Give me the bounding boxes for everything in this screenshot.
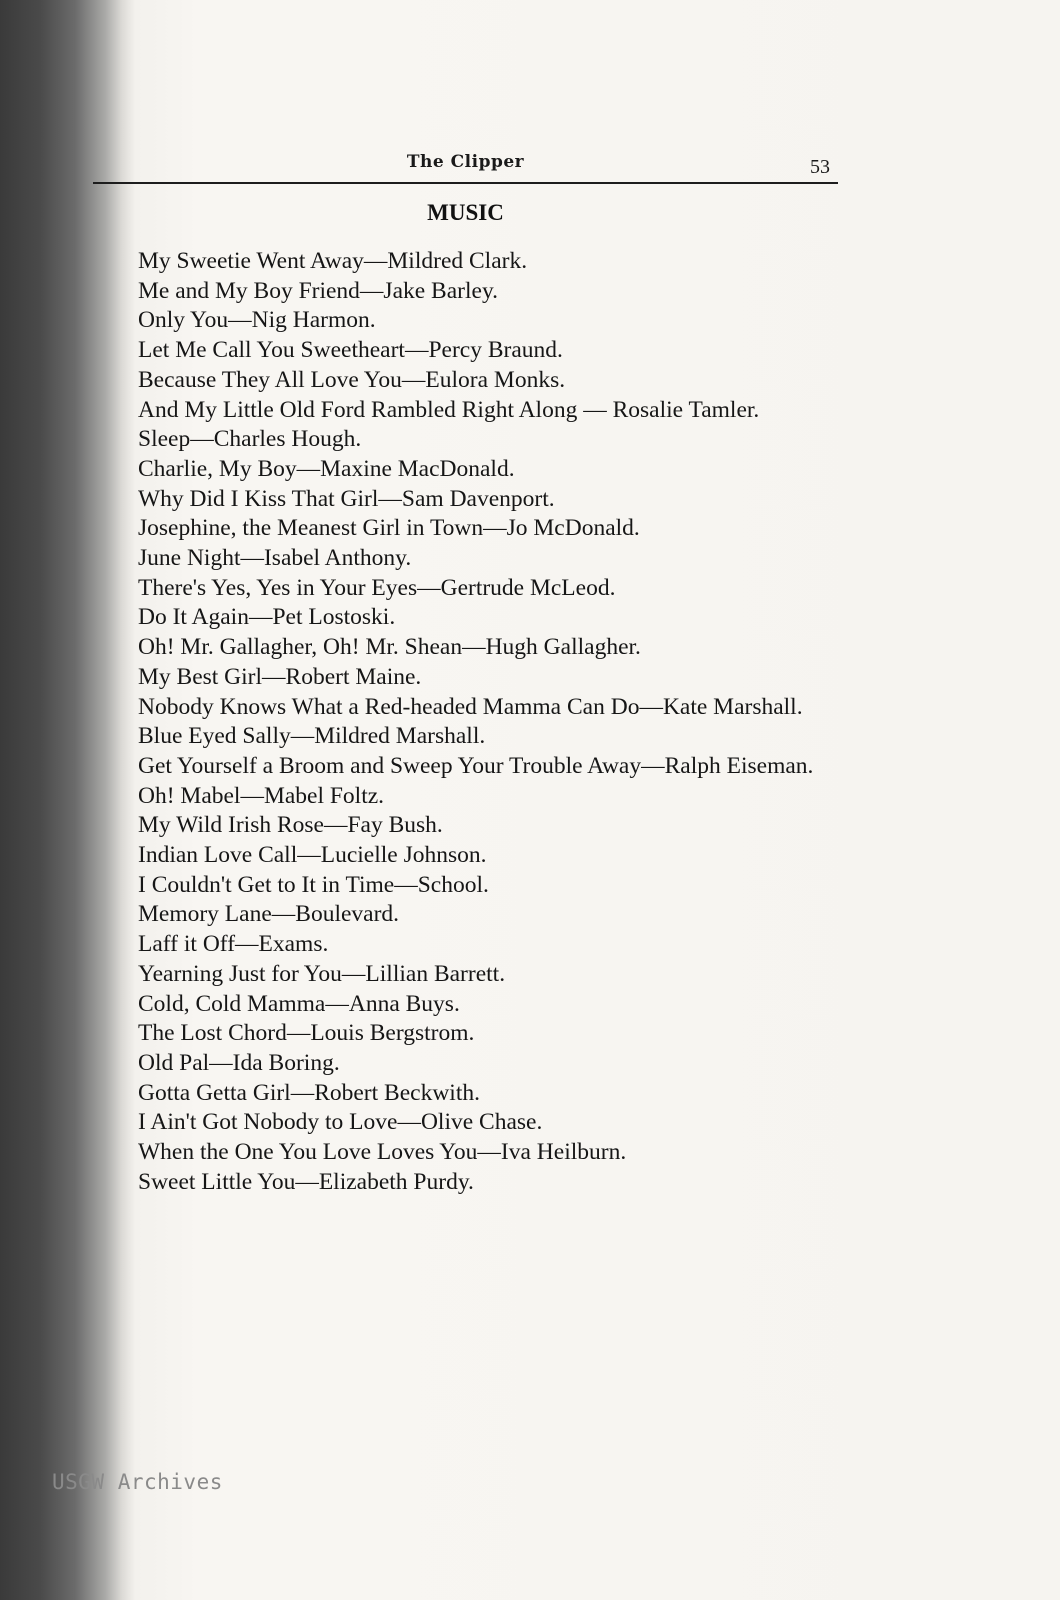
song-entry: June Night—Isabel Anthony.	[138, 545, 412, 572]
song-list	[138, 247, 844, 1198]
song-entry: Charlie, My Boy—Maxine MacDonald.	[138, 455, 515, 482]
song-entry: Let Me Call You Sweetheart—Percy Braund.	[138, 337, 563, 364]
song-entry: There's Yes, Yes in Your Eyes—Gertrude McLeod.	[138, 574, 616, 601]
song-entry: Oh! Mr. Gallagher, Oh! Mr. Shean—Hugh Gallagher.	[138, 634, 641, 661]
running-title: The Clipper	[406, 152, 525, 172]
song-entry: My Sweetie Went Away—Mildred Clark.	[138, 248, 528, 274]
song-entry: Nobody Knows What a Red-headed Mamma Can Do—​Kate Marshall.	[138, 693, 803, 720]
song-entry: The Lost Chord—Louis Bergstrom.	[138, 1020, 475, 1047]
song-entry: Indian Love Call—Lucielle Johnson.	[138, 842, 487, 869]
song-entry: Me and My Boy Friend—Jake Barley.	[138, 277, 499, 304]
song-entry: Josephine, the Meanest Girl in Town—Jo McDonald.	[138, 515, 640, 542]
song-entry: Gotta Getta Girl—Robert Beckwith.	[138, 1079, 480, 1106]
archive-watermark: USGW Archives	[52, 1470, 223, 1494]
song-entry: My Wild Irish Rose—Fay Bush.	[138, 812, 443, 839]
song-entry: Why Did I Kiss That Girl—Sam Davenport.	[138, 485, 555, 512]
song-entry: Only You—Nig Harmon.	[138, 307, 376, 334]
song-entry: Laff it Off—Exams.	[138, 931, 329, 958]
running-head	[93, 148, 838, 184]
song-entry: I Ain't Got Nobody to Love—Olive Chase.	[138, 1109, 543, 1136]
song-entry: Blue Eyed Sally—Mildred Marshall.	[138, 723, 486, 750]
song-entry: Oh! Mabel—Mabel Foltz.	[138, 782, 385, 809]
page-number: 53	[810, 156, 830, 178]
song-entry: I Couldn't Get to It in Time—School.	[138, 871, 489, 898]
song-entry: Sweet Little You—Elizabeth Purdy.	[138, 1168, 474, 1195]
song-entry: Cold, Cold Mamma—Anna Buys.	[138, 990, 460, 1017]
song-entry: When the One You Love Loves You—Iva Heilburn.	[138, 1139, 627, 1166]
song-entry: And My Little Old Ford Rambled Right Along — Rosalie Tamler.	[138, 396, 760, 423]
song-entry: Old Pal—Ida Boring.	[138, 1049, 340, 1076]
section-title: MUSIC	[427, 200, 504, 225]
song-entry: Sleep—Charles Hough.	[138, 426, 362, 453]
song-entry: Because They All Love You—Eulora Monks.	[138, 366, 566, 393]
song-entry: My Best Girl—Robert Maine.	[138, 663, 422, 690]
song-entry: Do It Again—Pet Lostoski.	[138, 604, 396, 631]
song-entry: Memory Lane—Boulevard.	[138, 901, 400, 928]
song-entry: Get Yourself a Broom and Sweep Your Trouble Away—​Ralph Eiseman.	[138, 752, 814, 779]
song-entry: Yearning Just for You—Lillian Barrett.	[138, 960, 506, 987]
